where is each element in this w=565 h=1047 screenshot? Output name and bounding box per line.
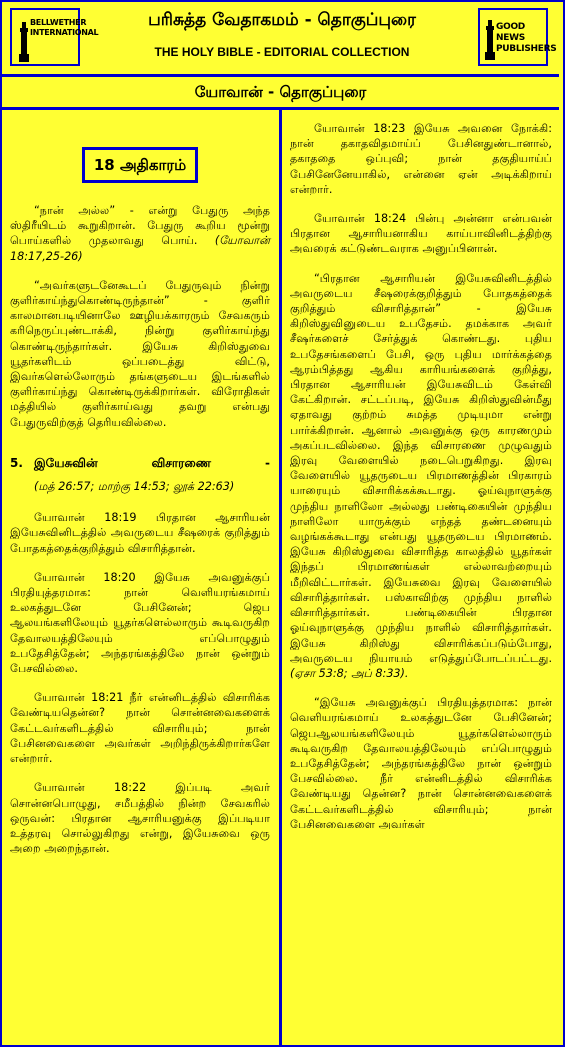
paragraph <box>10 203 270 264</box>
paragraph: யோவான் 18:22 இப்படி அவர் சொன்னபொழுது, சமீபத்தில் நின்ற சேவகரில் ஒருவன்: பிரதான ஆசாரியனுக்கு இப்படியா உத்தரவு சொல்லுகிறது என்று, இயேசுவை ஒரு அறை அறைந்தான். <box>10 781 270 856</box>
scripture-reference: (ஏசா 53:8; அப் 8:33). <box>290 666 409 680</box>
scripture-reference: (யோவான் 18:17,25-26) <box>10 234 271 263</box>
paragraph: யோவான் 18:20 இயேசு அவனுக்குப் பிரதியுத்தரமாக: நான் வெளியரங்கமாய் உலகத்துடனே பேசினேன்; ஜெப ஆலயங்களிலேயும் யூதர்களெல்லாரும் கூடிவருகிற தேவாலயத்திலேயும் எப்பொழுதும் உபதேசித்தேன்; அந்தரங்கத்திலே நான் ஒன்றும் பேசவில்லை. <box>10 570 270 676</box>
paragraph-text: “பிரதான ஆசாரியன் இயேசுவினிடத்தில் அவருடைய சீஷரைக்குறித்தும் போதகத்தைக் குறித்தும் விசாரித்தான்” - இயேசு கிறிஸ்துவினுடைய உபதேசம். தமக்காக அவர் சீஷர்களைச் சேர்த்துக் கொண்டது. புதிய உபதேசங்களைப் பேசி, ஒரு புதிய மார்க்கத்தை ஆரம்பித்தது ஆகிய காரியங்களைக் குறித்து, பிரதான ஆசாரியன் இயேசுவிடம் கேள்வி கேட்கிறான். சட்டப்படி, இயேசு கிறிஸ்துவின்மீது ஏதாவது குற்றம் சுமத்த முடியுமா என்று பார்க்கிறான். ஆனால் அவனுக்கு ஒரு காரணமும் அகப்படவில்லை. இந்த விசாரணை முழுவதும் இரவு வேளையில் நடைபெறுகிறது. இரவு வேளையில் யூதருடைய பிரமாணத்தின் பிரகாரம் யாரையும் விசாரிக்கக்கூடாது. ஓய்வுநாளுக்கு முந்திய நாளிலோ அல்லது பண்டிகையின் முந்திய நாளிலோ யாருக்கும் எந்தத் தண்டனையும் வழங்கக்கூடாது என்பது யூதருடைய பிரமாணம். இயேசு கிறிஸ்துவை விசாரித்த காலத்தில் யூதர்கள் இந்தப் பிரமாணங்கள் எல்லாவற்றையும் மீறிவிட்டார்கள். இயேசுவை இரவு வேளையில் விசாரித்தார்கள். பஸ்காவிற்கு முந்திய நாளில் விசாரித்தார்கள். பண்டிகையின் பிரதான ஓய்வுநாளுக்கு முந்திய நாளில் விசாரித்தார்கள். இயேசு கிறிஸ்து விசாரிக்கப்படும்போது, அவருடைய நியாயம் எடுத்துப்போடப்பட்டது. <box>290 271 552 665</box>
paragraph <box>290 271 552 681</box>
paragraph-text: “நான் அல்ல” - என்று பேதுரு அந்த ஸ்திரீயிடம் கூறுகிறான். பேதுரு கூறிய மூன்று பொய்களில் முதலாவது பொய். <box>10 204 270 248</box>
chapter-label: 18 அதிகாரம் <box>93 156 187 174</box>
paragraph: யோவான் 18:23 இயேசு அவனை நோக்கி: நான் தகாதவிதமாய்ப் பேசினதுண்டானால், தகாததை ஒப்புவி; நான் தகுதியாய்ப் பேசினேனேயாகில், என்னை ஏன் அடிக்கிறாய் என்றார். <box>290 122 552 196</box>
paragraph: யோவான் 18:24 பின்பு அன்னா என்பவன் பிரதான ஆசாரியனாகிய காய்பாவினிடத்திற்கு அவரைக் கட்டுண்டவராக அனுப்பினான். <box>290 212 552 256</box>
book-title: யோவான் - தொகுப்புரை <box>194 83 367 101</box>
logo-right-text: GOOD NEWS PUBLISHERS <box>496 22 557 54</box>
page-header <box>2 2 559 77</box>
right-column <box>290 113 552 846</box>
paragraph: “அவர்களுடனேகூடப் பேதுருவும் நின்று குளிர்காய்ந்துகொண்டிருந்தான்” - குளிர் காலமானபடியினாலே ஊழியக்காரரும் சேவகரும் கரிநெருப்புண்டாக்கி, நின்று குளிர்காய்ந்து கொண்டிருந்தார்கள். இயேசு கிறிஸ்துவை யூதர்களிடம் ஒப்படைத்து விட்டு, இவர்களெல்லோரும் தங்களுடைய இடங்களில் குளிர்காய்ந்து கொண்டிருக்கிறார்கள். விரோதிகள் மத்தியில் குளிர்காய்வது தவறு என்பது பேதுருவிற்குத் தெரியவில்லை. <box>10 278 270 429</box>
section-title: இயேசுவின் விசாரணை - <box>34 455 270 470</box>
section-heading <box>10 456 270 471</box>
chapter-heading <box>82 147 198 183</box>
left-column <box>10 113 270 870</box>
tower-icon <box>484 20 496 60</box>
header-subtitle: THE HOLY BIBLE - EDITORIAL COLLECTION <box>154 45 410 59</box>
tower-icon <box>18 22 30 62</box>
logo-left-text: BELLWETHER INTERNATIONAL <box>30 18 99 37</box>
paragraph: “இயேசு அவனுக்குப் பிரதியுத்தரமாக: நான் வெளியரங்கமாய் உலகத்துடனே பேசினேன்; ஜெபஆலயங்களிலேயும் யூதர்களெல்லாரும் கூடிவருகிற தேவாலயத்திலேயும் எப்பொழுதும் உபதேசித்தேன்; அந்தரங்கத்திலே நான் ஒன்றும் பேசவில்லை. நீர் என்னிடத்தில் விசாரிக்க வேண்டியது தென்ன? நான் சொன்னவைகளைக் கேட்டவர்களிடத்தில் விசாரியும்; நான் பேசினவைகளை அவர்கள் <box>290 696 552 831</box>
bellwether-logo <box>10 8 99 66</box>
paragraph: யோவான் 18:19 பிரதான ஆசாரியன் இயேசுவினிடத்தில் அவருடைய சீஷரைக் குறித்தும் போதகத்தைக்குறித்தும் விசாரித்தான். <box>10 511 270 555</box>
section-number: 5. <box>10 455 23 470</box>
good-news-logo <box>478 8 557 66</box>
paragraph: யோவான் 18:21 நீர் என்னிடத்தில் விசாரிக்க வேண்டியதென்ன? நான் சொன்னவைகளைக் கேட்டவர்களிடத்தில் விசாரியும்; நான் பேசினவைகளை அவர்கள் அறிந்திருக்கிறார்களே என்றார். <box>10 691 270 766</box>
column-divider <box>279 110 282 1045</box>
book-title-bar <box>2 77 559 110</box>
section-reference: (மத் 26:57; மாற்கு 14:53; லூக் 22:63) <box>34 480 235 494</box>
header-title: பரிசுத்த வேதாகமம் - தொகுப்புரை <box>148 10 416 30</box>
